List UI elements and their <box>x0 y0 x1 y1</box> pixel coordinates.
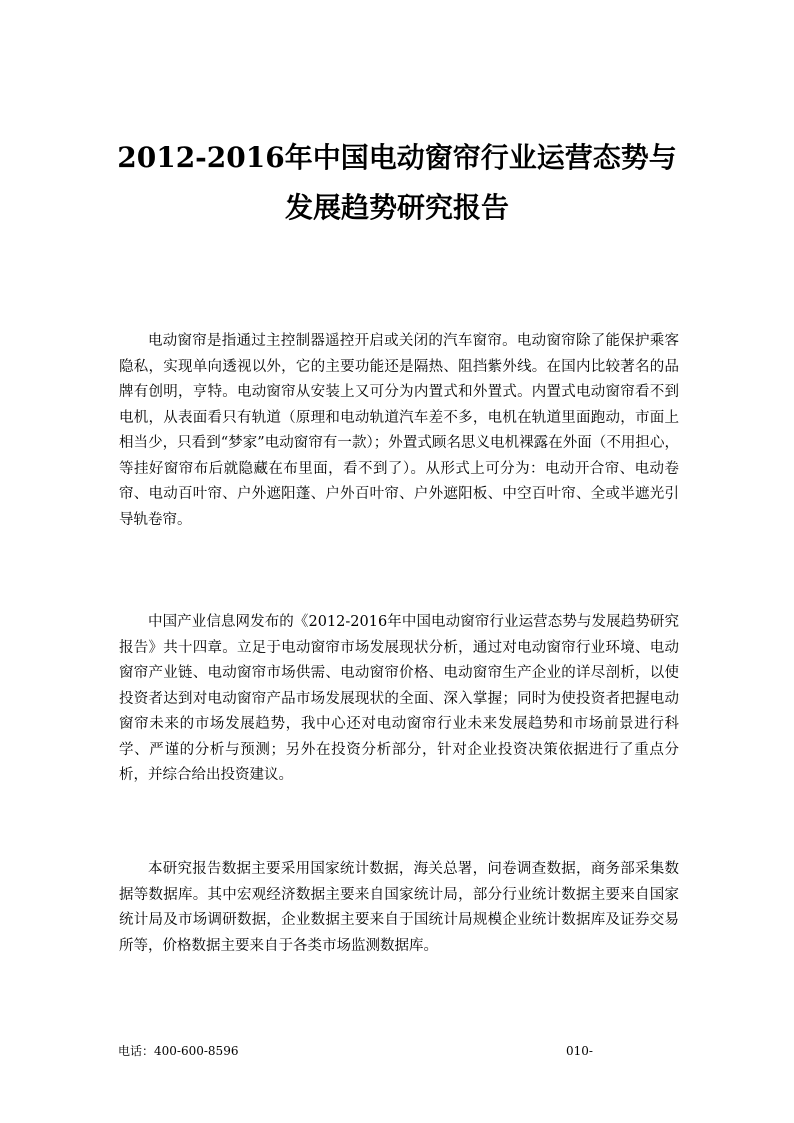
paragraph-introduction: 电动窗帘是指通过主控制器遥控开启或关闭的汽车窗帘。电动窗帘除了能保护乘客隐私，实现单向透视以外，它的主要功能还是隔热、阻挡紫外线。在国内比较著名的品牌有创明，亨特。电动窗帘从安装上又可分为内置式和外置式。内置式电动窗帘看不到电机，从表面看只有轨道（原理和电动轨道汽车差不多，电机在轨道里面跑动，市面上相当少，只看到“梦家”电动窗帘有一款）；外置式顾名思义电机裸露在外面（不用担心，等挂好窗帘布后就隐藏在布里面，看不到了）。从形式上可分为：电动开合帘、电动卷帘、电动百叶帘、户外遮阳蓬、户外百叶帘、户外遮阳板、中空百叶帘、全或半遮光引导轨卷帘。 <box>119 333 679 528</box>
paragraph-report-overview: 中国产业信息网发布的《2012-2016年中国电动窗帘行业运营态势与发展趋势研究报告》共十四章。立足于电动窗帘市场发展现状分析，通过对电动窗帘行业环境、电动窗帘产业链、电动窗帘市场供需、电动窗帘价格、电动窗帘生产企业的详尽剖析，以使投资者达到对电动窗帘产品市场发展现状的全面、深入掌握；同时为使投资者把握电动窗帘未来的市场发展趋势，我中心还对电动窗帘行业未来发展趋势和市场前景进行科学、严谨的分析与预测；另外在投资分析部分，针对企业投资决策依据进行了重点分析，并综合给出投资建议。 <box>119 614 679 783</box>
footer-page-number: 010- <box>566 1044 593 1058</box>
paragraph-data-sources: 本研究报告数据主要采用国家统计数据，海关总署，问卷调查数据，商务部采集数据等数据库。其中宏观经济数据主要来自国家统计局，部分行业统计数据主要来自国家统计局及市场调研数据，企业数据主要来自于国统计局规模企业统计数据库及证券交易所等，价格数据主要来自于各类市场监测数据库。 <box>119 861 679 954</box>
document-title-line2: 发展趋势研究报告 <box>284 191 509 224</box>
footer-phone: 电话：400-600-8596 <box>118 1044 239 1058</box>
document-title-line1: 2012-2016年中国电动窗帘行业运营态势与 <box>117 141 677 174</box>
